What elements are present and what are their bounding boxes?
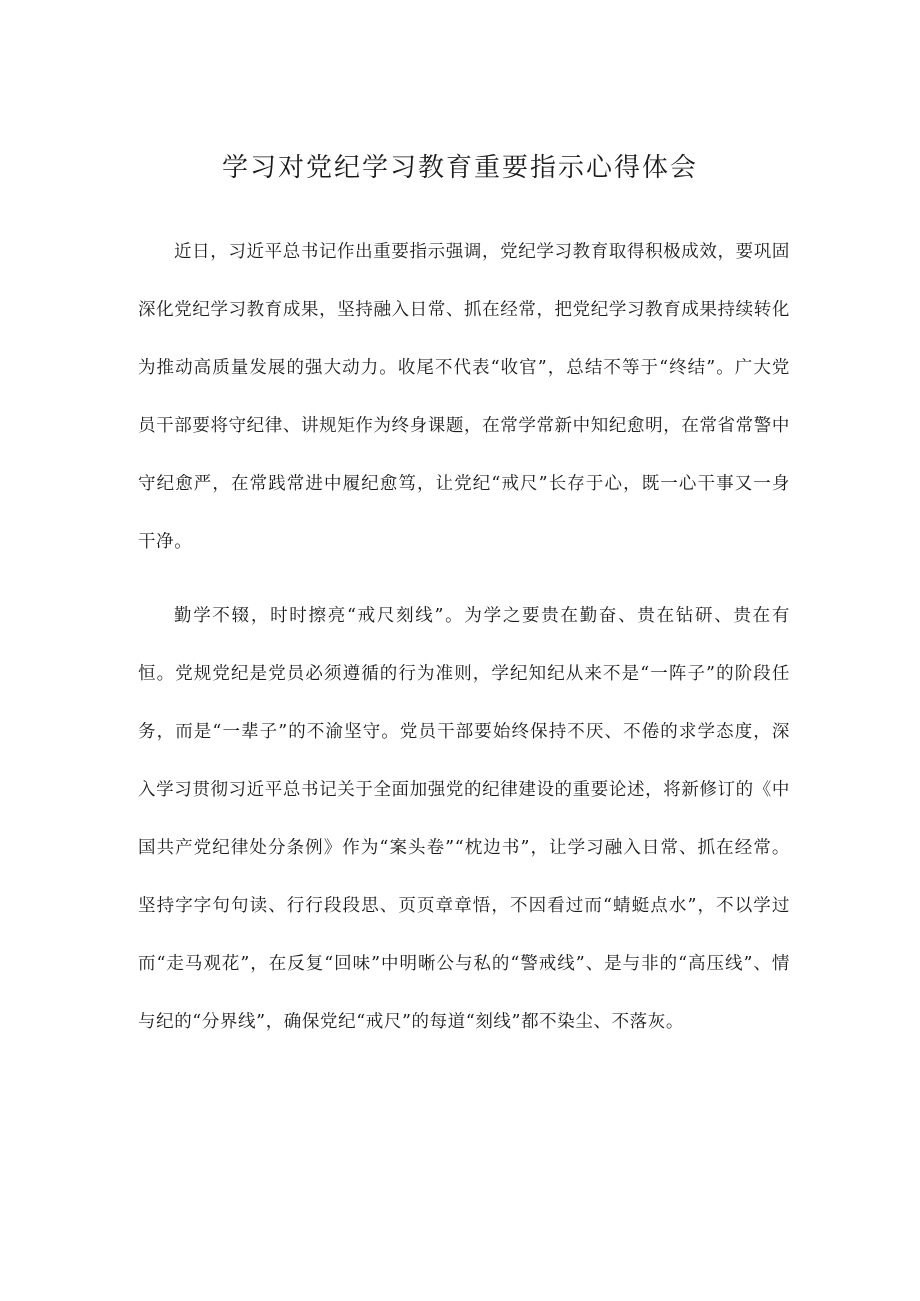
paragraph-1: 近日，习近平总书记作出重要指示强调，党纪学习教育取得积极成效，要巩固深化党纪学习教育成果，坚持融入日常、抓在经常，把党纪学习教育成果持续转化为推动高质量发展的强大动力。收尾不代表“收官”，总结不等于“终结”。广大党员干部要将守纪律、讲规矩作为终身课题，在常学常新中知纪愈明，在常省常警中守纪愈严，在常践常进中履纪愈笃，让党纪“戒尺”长存于心，既一心干事又一身干净。 bbox=[138, 242, 790, 552]
document-title: 学习对党纪学习教育重要指示心得体会 bbox=[221, 153, 698, 183]
paragraph-2: 勤学不辍，时时擦亮“戒尺刻线”。为学之要贵在勤奋、贵在钻研、贵在有恒。党规党纪是党员必须遵循的行为准则，学纪知纪从来不是“一阵子”的阶段任务，而是“一辈子”的不渝坚守。党员干部要始终保持不厌、不倦的求学态度，深入学习贯彻习近平总书记关于全面加强党的纪律建设的重要论述，将新修订的《中国共产党纪律处分条例》作为“案头卷”“枕边书”，让学习融入日常、抓在经常。坚持字字句句读、行行段段思、页页章章悟，不因看过而“蜻蜓点水”，不以学过而“走马观花”，在反复“回味”中明晰公与私的“警戒线”、是与非的“高压线”、情与纪的“分界线”，确保党纪“戒尺”的每道“刻线”都不染尘、不落灰。 bbox=[138, 606, 790, 1032]
